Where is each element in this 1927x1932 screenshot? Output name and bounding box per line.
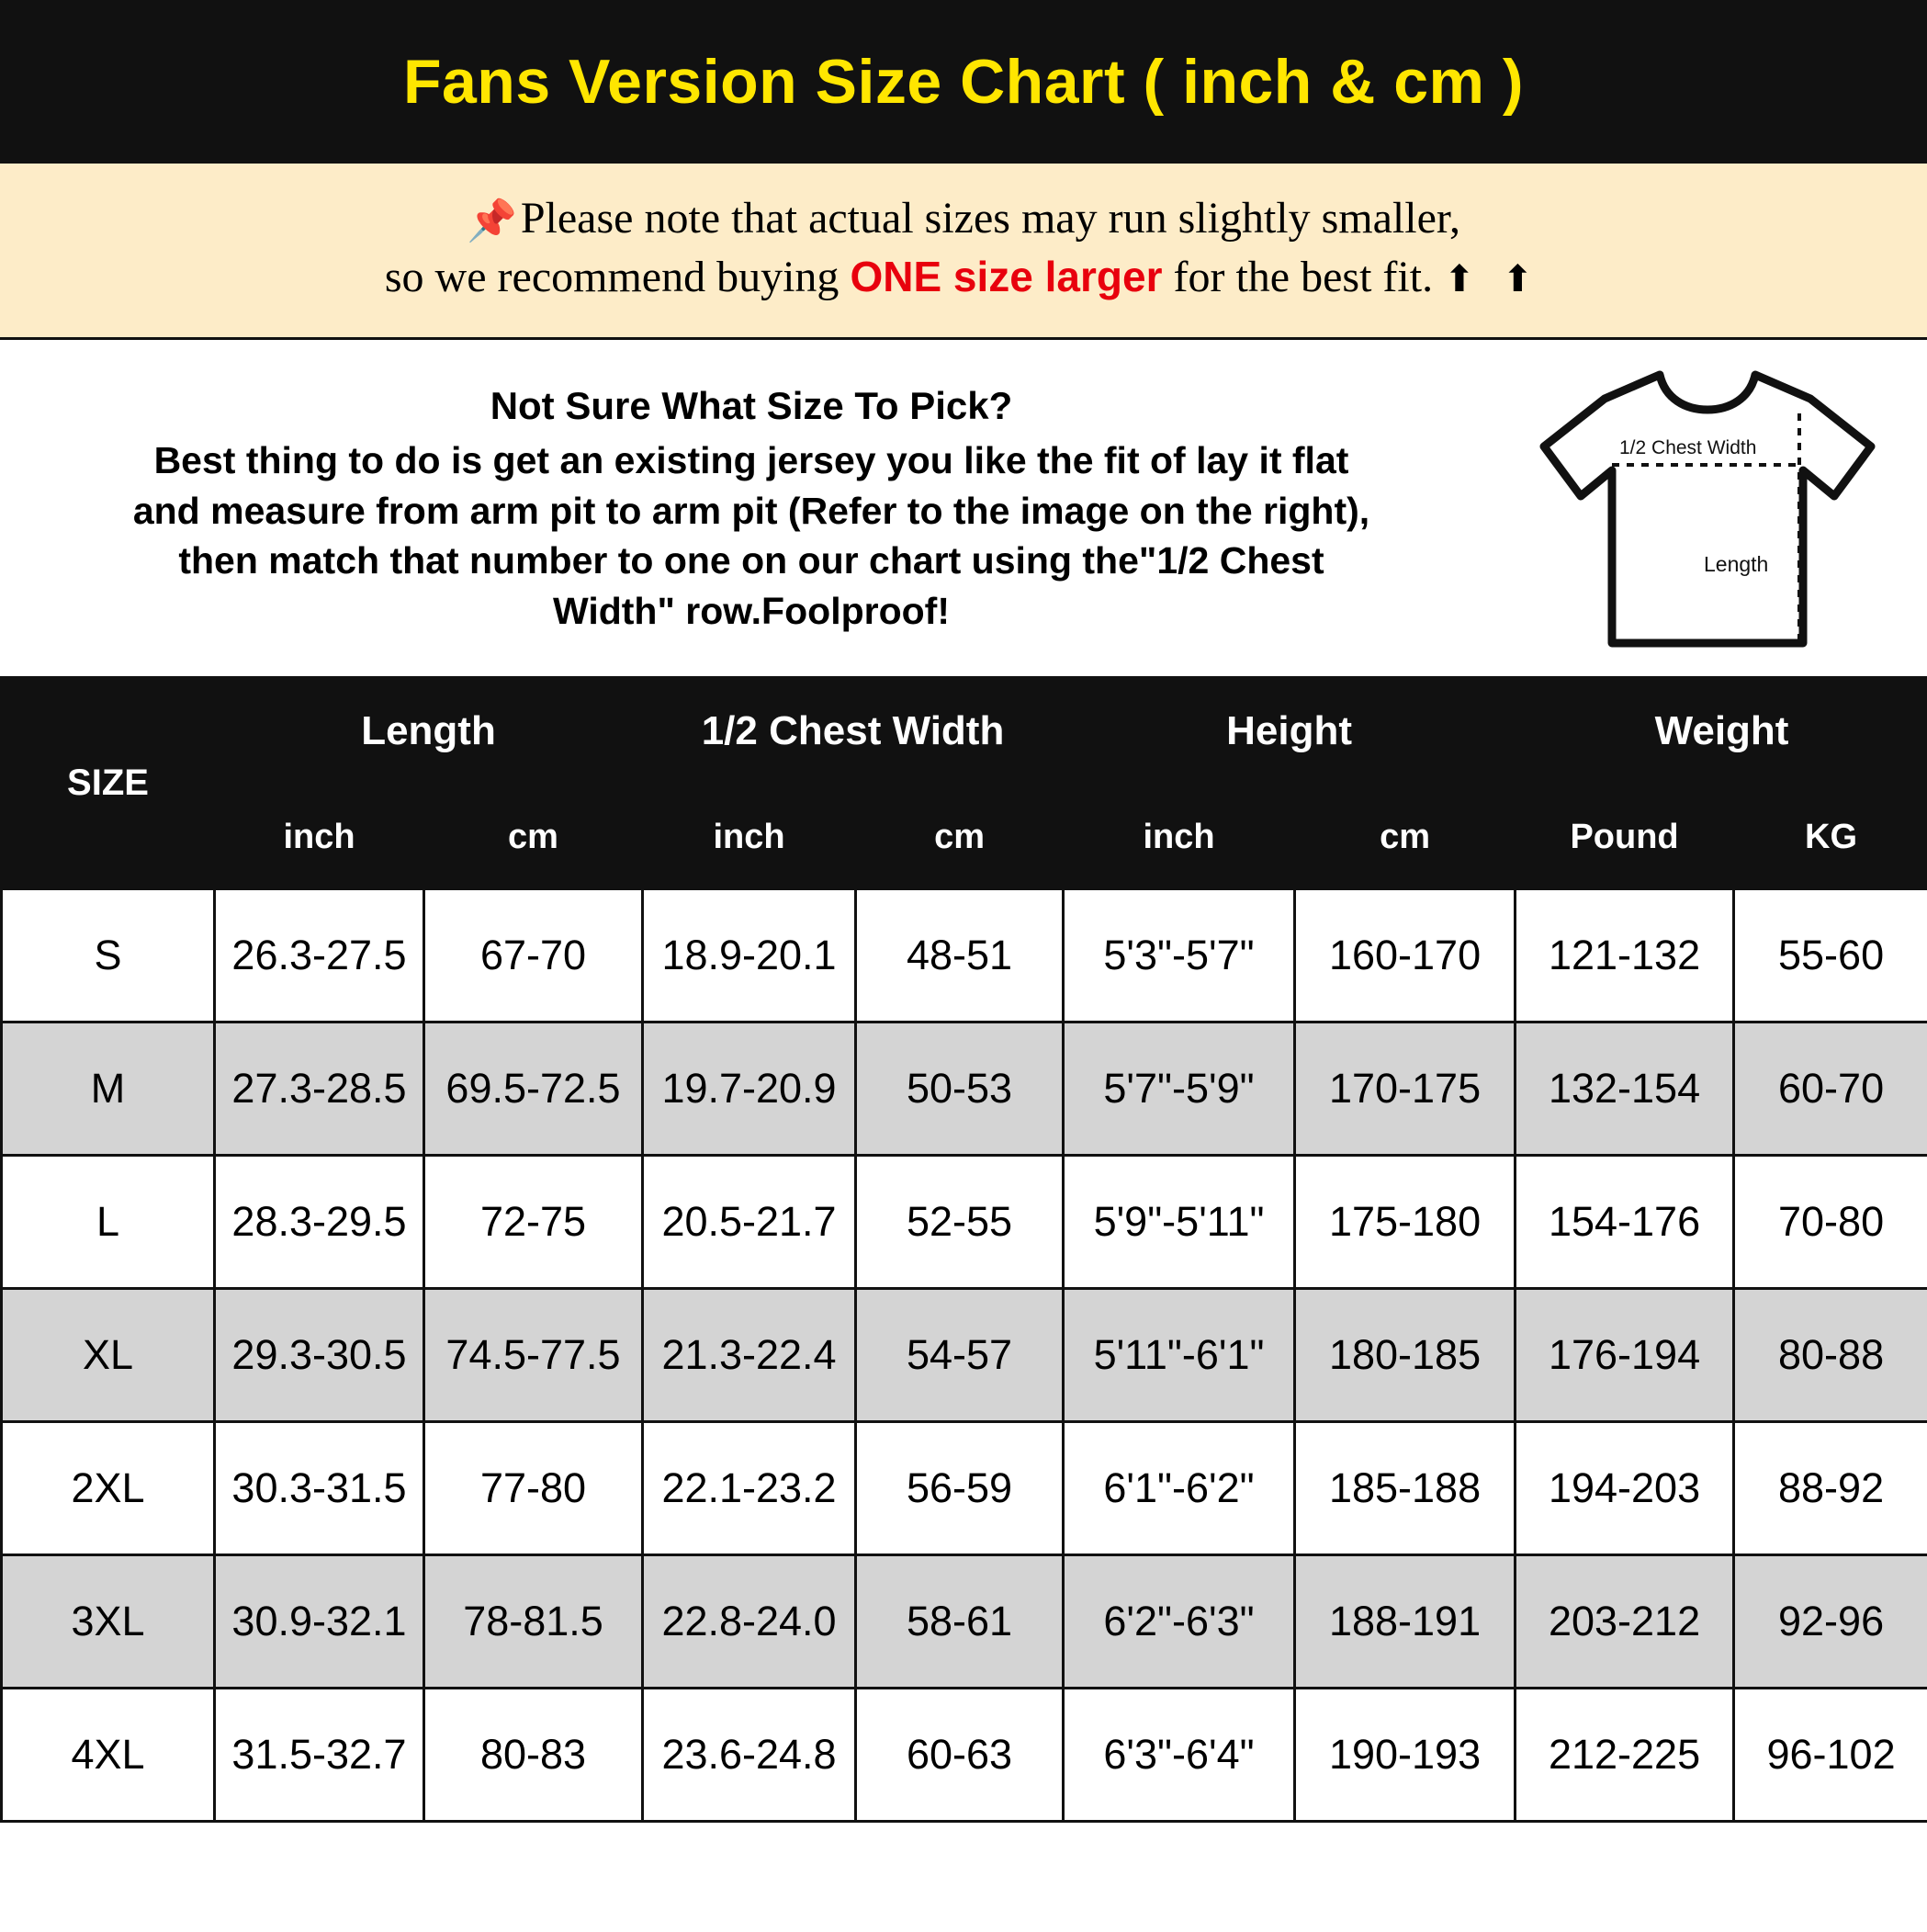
- cell-size: 4XL: [2, 1689, 215, 1822]
- cell-weight-kg: 92-96: [1734, 1555, 1927, 1689]
- header-group-length: Length: [215, 678, 643, 785]
- help-line-4: Width" row.Foolproof!: [553, 590, 950, 633]
- cell-weight-pound: 121-132: [1516, 889, 1734, 1022]
- cell-chest-cm: 60-63: [856, 1689, 1064, 1822]
- cell-chest-cm: 56-59: [856, 1422, 1064, 1555]
- tshirt-diagram: [1510, 358, 1927, 661]
- cell-height-inch: 5'7"-5'9": [1064, 1022, 1295, 1156]
- cell-height-inch: 6'1"-6'2": [1064, 1422, 1295, 1555]
- header-unit-chest-inch: inch: [643, 785, 856, 889]
- note-line-2: [18, 248, 1909, 306]
- table-header-units: [2, 785, 1927, 889]
- cell-size: S: [2, 889, 215, 1022]
- cell-chest-cm: 54-57: [856, 1289, 1064, 1422]
- note-text-2b: for the best fit.: [1162, 253, 1434, 302]
- cell-chest-cm: 58-61: [856, 1555, 1064, 1689]
- header-group-weight: Weight: [1516, 678, 1927, 785]
- cell-chest-inch: 19.7-20.9: [643, 1022, 856, 1156]
- cell-weight-pound: 154-176: [1516, 1156, 1734, 1289]
- table-header-groups: [2, 678, 1927, 785]
- cell-chest-inch: 18.9-20.1: [643, 889, 856, 1022]
- header-size: SIZE: [2, 678, 215, 889]
- cell-length-cm: 78-81.5: [424, 1555, 643, 1689]
- cell-chest-cm: 52-55: [856, 1156, 1064, 1289]
- cell-length-inch: 26.3-27.5: [215, 889, 424, 1022]
- cell-height-cm: 175-180: [1295, 1156, 1516, 1289]
- cell-height-cm: 190-193: [1295, 1689, 1516, 1822]
- chest-width-label: 1/2 Chest Width: [1619, 437, 1757, 459]
- cell-length-cm: 74.5-77.5: [424, 1289, 643, 1422]
- table-row: [2, 1689, 1927, 1822]
- table-row: [2, 1022, 1927, 1156]
- header-group-height: Height: [1064, 678, 1516, 785]
- cell-weight-pound: 132-154: [1516, 1022, 1734, 1156]
- help-section: [0, 340, 1927, 676]
- cell-length-cm: 80-83: [424, 1689, 643, 1822]
- cell-length-inch: 27.3-28.5: [215, 1022, 424, 1156]
- table-row: [2, 1555, 1927, 1689]
- cell-chest-cm: 48-51: [856, 889, 1064, 1022]
- help-text-block: [0, 384, 1510, 638]
- header-unit-height-inch: inch: [1064, 785, 1295, 889]
- cell-size: M: [2, 1022, 215, 1156]
- table-row: [2, 1156, 1927, 1289]
- header-unit-length-inch: inch: [215, 785, 424, 889]
- tshirt-icon: [1524, 358, 1891, 661]
- cell-length-cm: 67-70: [424, 889, 643, 1022]
- cell-size: 3XL: [2, 1555, 215, 1689]
- cell-weight-kg: 96-102: [1734, 1689, 1927, 1822]
- cell-height-cm: 188-191: [1295, 1555, 1516, 1689]
- cell-length-inch: 31.5-32.7: [215, 1689, 424, 1822]
- cell-chest-inch: 20.5-21.7: [643, 1156, 856, 1289]
- note-emphasis: ONE size larger: [850, 253, 1163, 301]
- cell-weight-kg: 55-60: [1734, 889, 1927, 1022]
- up-arrows-icon: ⬆ ⬆: [1444, 258, 1543, 300]
- note-line-1: [18, 189, 1909, 248]
- cell-height-inch: 5'9"-5'11": [1064, 1156, 1295, 1289]
- cell-height-inch: 6'2"-6'3": [1064, 1555, 1295, 1689]
- cell-weight-kg: 60-70: [1734, 1022, 1927, 1156]
- cell-height-cm: 185-188: [1295, 1422, 1516, 1555]
- cell-weight-pound: 203-212: [1516, 1555, 1734, 1689]
- cell-length-inch: 30.3-31.5: [215, 1422, 424, 1555]
- header-unit-chest-cm: cm: [856, 785, 1064, 889]
- cell-chest-cm: 50-53: [856, 1022, 1064, 1156]
- cell-height-cm: 160-170: [1295, 889, 1516, 1022]
- help-line-2: and measure from arm pit to arm pit (Refer to the image on the right),: [132, 489, 1370, 532]
- header-unit-length-cm: cm: [424, 785, 643, 889]
- table-head: [2, 678, 1927, 889]
- cell-height-cm: 180-185: [1295, 1289, 1516, 1422]
- cell-length-inch: 30.9-32.1: [215, 1555, 424, 1689]
- cell-length-inch: 28.3-29.5: [215, 1156, 424, 1289]
- title-bar: [0, 0, 1927, 164]
- cell-weight-kg: 70-80: [1734, 1156, 1927, 1289]
- cell-height-inch: 5'3"-5'7": [1064, 889, 1295, 1022]
- cell-size: 2XL: [2, 1422, 215, 1555]
- cell-weight-pound: 176-194: [1516, 1289, 1734, 1422]
- header-unit-weight-pound: Pound: [1516, 785, 1734, 889]
- cell-chest-inch: 23.6-24.8: [643, 1689, 856, 1822]
- cell-weight-pound: 212-225: [1516, 1689, 1734, 1822]
- note-band: [0, 164, 1927, 340]
- cell-length-cm: 77-80: [424, 1422, 643, 1555]
- table-row: [2, 1289, 1927, 1422]
- header-group-chest: 1/2 Chest Width: [643, 678, 1064, 785]
- cell-height-cm: 170-175: [1295, 1022, 1516, 1156]
- cell-weight-pound: 194-203: [1516, 1422, 1734, 1555]
- header-unit-weight-kg: KG: [1734, 785, 1927, 889]
- table-row: [2, 1422, 1927, 1555]
- cell-chest-inch: 22.1-23.2: [643, 1422, 856, 1555]
- page-title: Fans Version Size Chart ( inch & cm ): [402, 47, 1525, 117]
- cell-length-cm: 72-75: [424, 1156, 643, 1289]
- table-row: [2, 889, 1927, 1022]
- help-line-1: Best thing to do is get an existing jersey you like the fit of lay it flat: [153, 438, 1349, 481]
- help-line-3: then match that number to one on our chart using the"1/2 Chest: [178, 539, 1324, 582]
- length-label: Length: [1704, 552, 1769, 577]
- note-text-2a: so we recommend buying: [384, 253, 851, 302]
- note-text-1: Please note that actual sizes may run slightly smaller,: [520, 194, 1460, 243]
- cell-length-inch: 29.3-30.5: [215, 1289, 424, 1422]
- cell-chest-inch: 22.8-24.0: [643, 1555, 856, 1689]
- cell-weight-kg: 88-92: [1734, 1422, 1927, 1555]
- cell-height-inch: 5'11"-6'1": [1064, 1289, 1295, 1422]
- pin-icon: 📌: [467, 198, 517, 243]
- cell-height-inch: 6'3"-6'4": [1064, 1689, 1295, 1822]
- table-body: [2, 889, 1927, 1822]
- cell-size: XL: [2, 1289, 215, 1422]
- cell-chest-inch: 21.3-22.4: [643, 1289, 856, 1422]
- cell-length-cm: 69.5-72.5: [424, 1022, 643, 1156]
- help-heading: Not Sure What Size To Pick?: [490, 383, 1013, 427]
- cell-weight-kg: 80-88: [1734, 1289, 1927, 1422]
- header-unit-height-cm: cm: [1295, 785, 1516, 889]
- cell-size: L: [2, 1156, 215, 1289]
- size-table: [0, 676, 1927, 1823]
